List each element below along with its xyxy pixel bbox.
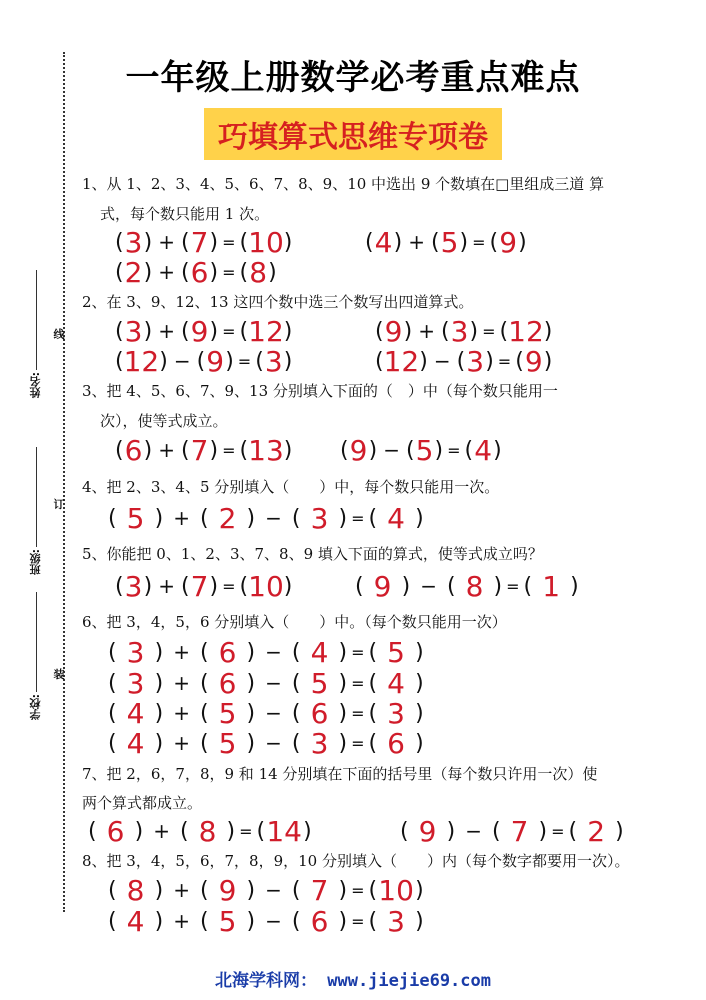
answer[interactable]: 7: [190, 225, 209, 259]
answer[interactable]: 5: [440, 225, 459, 259]
school-blank[interactable]: [36, 592, 37, 692]
answer[interactable]: 6: [190, 255, 209, 289]
question-1-line-1: 1、从 1、2、3、4、5、6、7、8、9、10 中选出 9 个数填在□里组成三道 算: [82, 175, 605, 193]
answer[interactable]: 6: [124, 433, 143, 467]
equation: ( 3 ) + ( 7 ) = ( 10 ): [115, 569, 293, 603]
equation: ( 8 ) + ( 9 ) − ( 7 ) = ( 10 ): [108, 873, 424, 907]
equation: ( 4 ) + ( 5 ) − ( 3 ) = ( 6 ): [108, 726, 424, 760]
class-field: [28, 425, 44, 575]
answer[interactable]: 3: [124, 225, 143, 259]
equation: ( 9 ) − ( 7 ) = ( 2 ): [400, 814, 624, 848]
answer[interactable]: 3: [466, 344, 485, 378]
answer[interactable]: 4: [126, 726, 145, 760]
equation: ( 9 ) − ( 5 ) = ( 4 ): [340, 433, 502, 467]
answer[interactable]: 12: [123, 344, 160, 378]
equation: ( 4 ) + ( 5 ) − ( 6 ) = ( 3 ): [108, 904, 424, 938]
name-field: [28, 248, 44, 398]
answer[interactable]: 3: [387, 904, 405, 938]
answer[interactable]: 9: [218, 873, 237, 907]
answer[interactable]: 4: [387, 666, 405, 700]
question-1-line-2: 式，每个数只能用 1 次。: [100, 205, 270, 223]
question-3-line-1: 3、把 4、5、6、7、9、13 分别填入下面的（ ）中（每个数只能用一: [82, 382, 558, 400]
answer[interactable]: 6: [387, 726, 405, 760]
question-5-line-1: 5、你能把 0、1、2、3、7、8、9 填入下面的算式，使等式成立吗？: [82, 545, 543, 563]
answer[interactable]: 8: [198, 814, 217, 848]
class-label: 班级:: [29, 548, 42, 575]
answer[interactable]: 8: [465, 569, 484, 603]
answer[interactable]: 4: [374, 225, 393, 259]
answer[interactable]: 10: [248, 569, 284, 603]
equation: ( 3 ) + ( 6 ) − ( 5 ) = ( 4 ): [108, 666, 424, 700]
answer[interactable]: 5: [310, 666, 329, 700]
equation: ( 5 ) + ( 2 ) − ( 3 ) = ( 4 ): [108, 501, 424, 535]
answer[interactable]: 8: [249, 255, 268, 289]
school-field: [28, 570, 44, 720]
answer[interactable]: 3: [126, 635, 145, 669]
answer[interactable]: 6: [218, 666, 237, 700]
answer[interactable]: 4: [310, 635, 329, 669]
answer[interactable]: 7: [510, 814, 529, 848]
answer[interactable]: 5: [218, 696, 237, 730]
equation: ( 9 ) + ( 3 ) = ( 12 ): [375, 314, 553, 348]
equation: ( 12 ) − ( 3 ) = ( 9 ): [375, 344, 553, 378]
answer[interactable]: 9: [418, 814, 437, 848]
binding-word-bind: 订: [53, 498, 65, 511]
binding-dotted-line: [63, 52, 65, 912]
question-8-line-1: 8、把 3，4，5，6，7，8，9，10 分别填入（ ）内（每个数字都要用一次）。: [82, 852, 630, 870]
answer[interactable]: 13: [248, 433, 284, 467]
answer[interactable]: 5: [126, 501, 145, 535]
answer[interactable]: 9: [190, 314, 209, 348]
question-3-line-2: 次），使等式成立。: [100, 412, 228, 430]
answer[interactable]: 9: [373, 569, 392, 603]
answer[interactable]: 8: [126, 873, 145, 907]
equation: ( 12 ) − ( 9 ) = ( 3 ): [115, 344, 293, 378]
answer[interactable]: 5: [415, 433, 434, 467]
answer[interactable]: 6: [106, 814, 125, 848]
answer[interactable]: 5: [387, 635, 405, 669]
answer[interactable]: 12: [248, 314, 284, 348]
binding-word-pack: 装: [53, 668, 65, 681]
answer[interactable]: 9: [384, 314, 403, 348]
question-7-line-2: 两个算式都成立。: [82, 794, 203, 812]
class-blank[interactable]: [36, 447, 37, 547]
equation: ( 4 ) + ( 5 ) = ( 9 ): [365, 225, 527, 259]
answer[interactable]: 2: [124, 255, 143, 289]
answer[interactable]: 9: [524, 344, 543, 378]
answer[interactable]: 2: [218, 501, 237, 535]
answer[interactable]: 4: [126, 696, 145, 730]
equation: ( 6 ) + ( 7 ) = ( 13 ): [115, 433, 293, 467]
answer[interactable]: 9: [206, 344, 225, 378]
page-subtitle: 巧填算式思维专项卷: [204, 108, 502, 160]
answer[interactable]: 14: [266, 814, 302, 848]
answer[interactable]: 6: [218, 635, 237, 669]
question-4-line-1: 4、把 2、3、4、5 分别填入（ ）中，每个数只能用一次。: [82, 478, 500, 496]
answer[interactable]: 12: [383, 344, 420, 378]
answer[interactable]: 6: [310, 904, 329, 938]
answer[interactable]: 6: [310, 696, 329, 730]
equation: ( 3 ) + ( 7 ) = ( 10 ): [115, 225, 293, 259]
question-6-line-1: 6、把 3，4，5，6 分别填入（ ）中。（每个数只能用一次）: [82, 613, 507, 631]
answer[interactable]: 3: [310, 726, 329, 760]
answer[interactable]: 7: [310, 873, 329, 907]
answer[interactable]: 9: [499, 225, 518, 259]
answer[interactable]: 3: [387, 696, 405, 730]
answer[interactable]: 10: [378, 873, 414, 907]
answer[interactable]: 2: [587, 814, 606, 848]
school-label: 学校:: [29, 693, 42, 720]
answer[interactable]: 3: [310, 501, 329, 535]
footer-watermark: 北海学科网： www.jiejie69.com: [215, 971, 491, 991]
answer[interactable]: 4: [474, 433, 493, 467]
question-2-line-1: 2、在 3、9、12、13 这四个数中选三个数写出四道算式。: [82, 293, 474, 311]
answer[interactable]: 7: [190, 569, 209, 603]
answer[interactable]: 1: [542, 569, 561, 603]
name-blank[interactable]: [36, 270, 37, 370]
answer[interactable]: 10: [248, 225, 284, 259]
answer[interactable]: 7: [190, 433, 209, 467]
answer[interactable]: 5: [218, 904, 237, 938]
page-title: 一年级上册数学必考重点难点: [125, 58, 581, 98]
equation: ( 3 ) + ( 9 ) = ( 12 ): [115, 314, 293, 348]
equation: ( 9 ) − ( 8 ) = ( 1 ): [355, 569, 579, 603]
name-label: 姓名:: [29, 371, 42, 398]
answer[interactable]: 4: [387, 501, 405, 535]
answer[interactable]: 3: [124, 314, 143, 348]
answer[interactable]: 12: [508, 314, 544, 348]
equation: ( 2 ) + ( 6 ) = ( 8 ): [115, 255, 277, 289]
answer[interactable]: 3: [450, 314, 469, 348]
answer[interactable]: 4: [126, 904, 145, 938]
answer[interactable]: 3: [124, 569, 143, 603]
answer[interactable]: 9: [349, 433, 368, 467]
binding-word-line: 线: [53, 328, 65, 341]
equation: ( 6 ) + ( 8 ) = ( 14 ): [88, 814, 312, 848]
equation: ( 3 ) + ( 6 ) − ( 4 ) = ( 5 ): [108, 635, 424, 669]
answer[interactable]: 5: [218, 726, 237, 760]
equation: ( 4 ) + ( 5 ) − ( 6 ) = ( 3 ): [108, 696, 424, 730]
answer[interactable]: 3: [264, 344, 283, 378]
question-7-line-1: 7、把 2，6，7，8，9 和 14 分别填在下面的括号里（每个数只许用一次）使: [82, 765, 598, 783]
answer[interactable]: 3: [126, 666, 145, 700]
